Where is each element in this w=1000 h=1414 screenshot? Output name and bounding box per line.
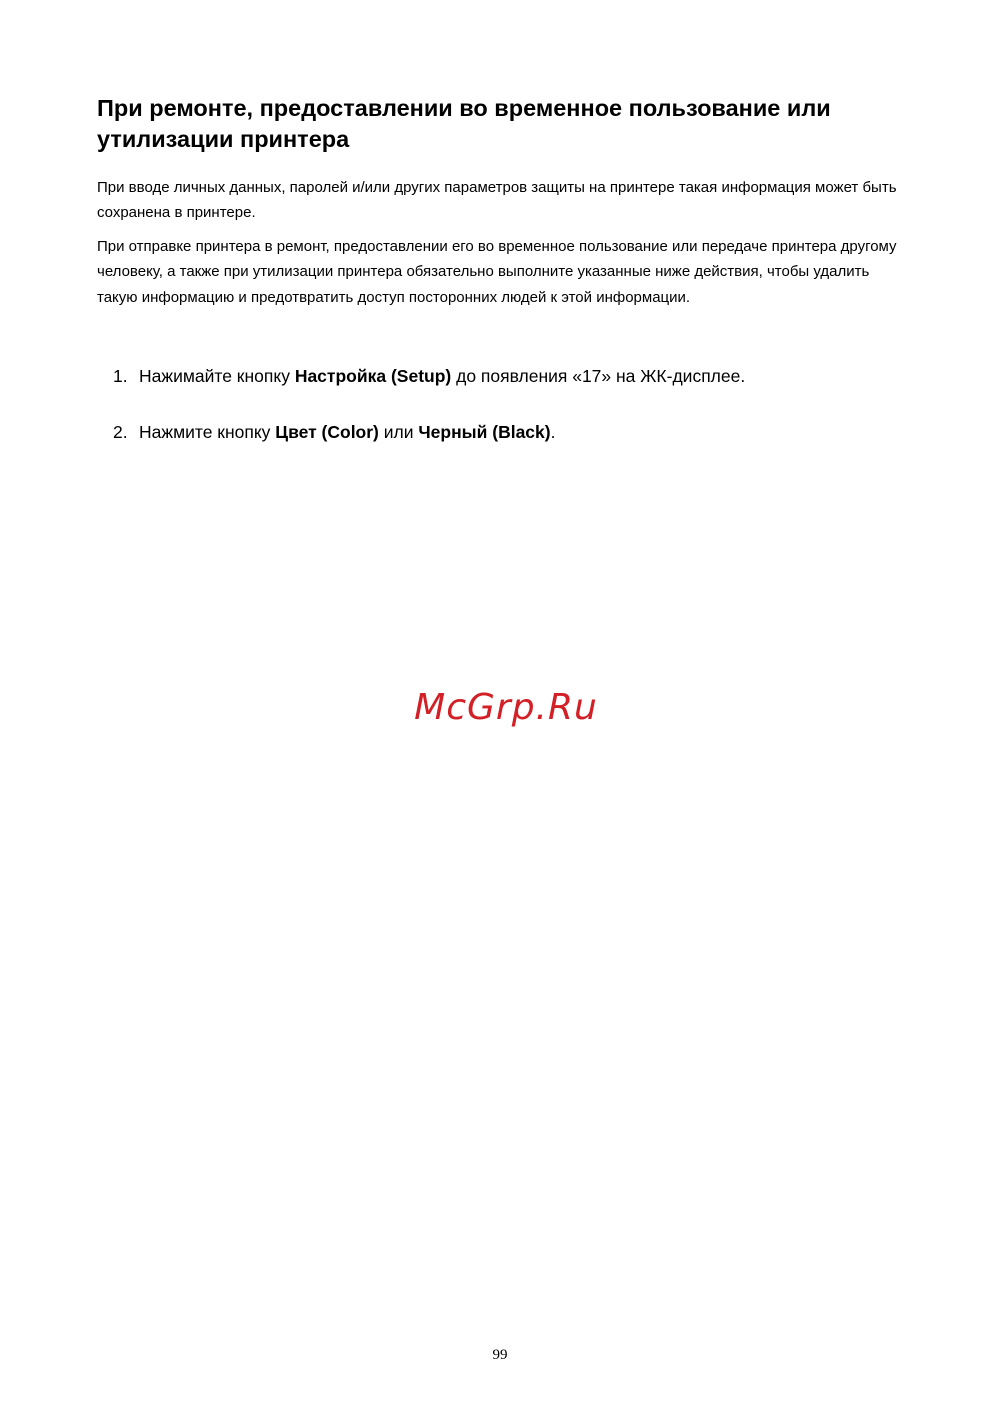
color-button-name: Цвет (Color)	[275, 422, 379, 442]
black-button-name: Черный (Black)	[418, 422, 551, 442]
step-number: 2.	[113, 422, 128, 442]
step-text: или	[378, 422, 419, 442]
intro-paragraph: При вводе личных данных, паролей и/или других параметров защиты на принтере такая информация может быть сохранена в принтере.	[97, 179, 897, 222]
step-text: Нажимайте кнопку	[139, 366, 295, 386]
step-number: 1.	[113, 366, 128, 386]
watermark: McGrp.Ru	[414, 687, 598, 728]
page-number: 99	[492, 1347, 508, 1363]
step-2	[113, 420, 913, 444]
step-text: до появления «17» на ЖК-дисплее.	[451, 366, 746, 386]
page-title: При ремонте, предоставлении во временное пользование или утилизации принтера	[97, 95, 831, 152]
step-text: Нажмите кнопку	[139, 422, 276, 442]
step-text: .	[550, 422, 556, 442]
step-1	[113, 364, 913, 388]
setup-button-name: Настройка (Setup)	[294, 366, 452, 386]
instruction-paragraph: При отправке принтера в ремонт, предоставлении его во временное пользование или передаче принтера другому человеку, а также при утилизации принтера обязательно выполните указанные ниже действия, чтобы удалить такую информацию и предотвратить доступ посторонних людей к этой информации.	[97, 238, 897, 306]
